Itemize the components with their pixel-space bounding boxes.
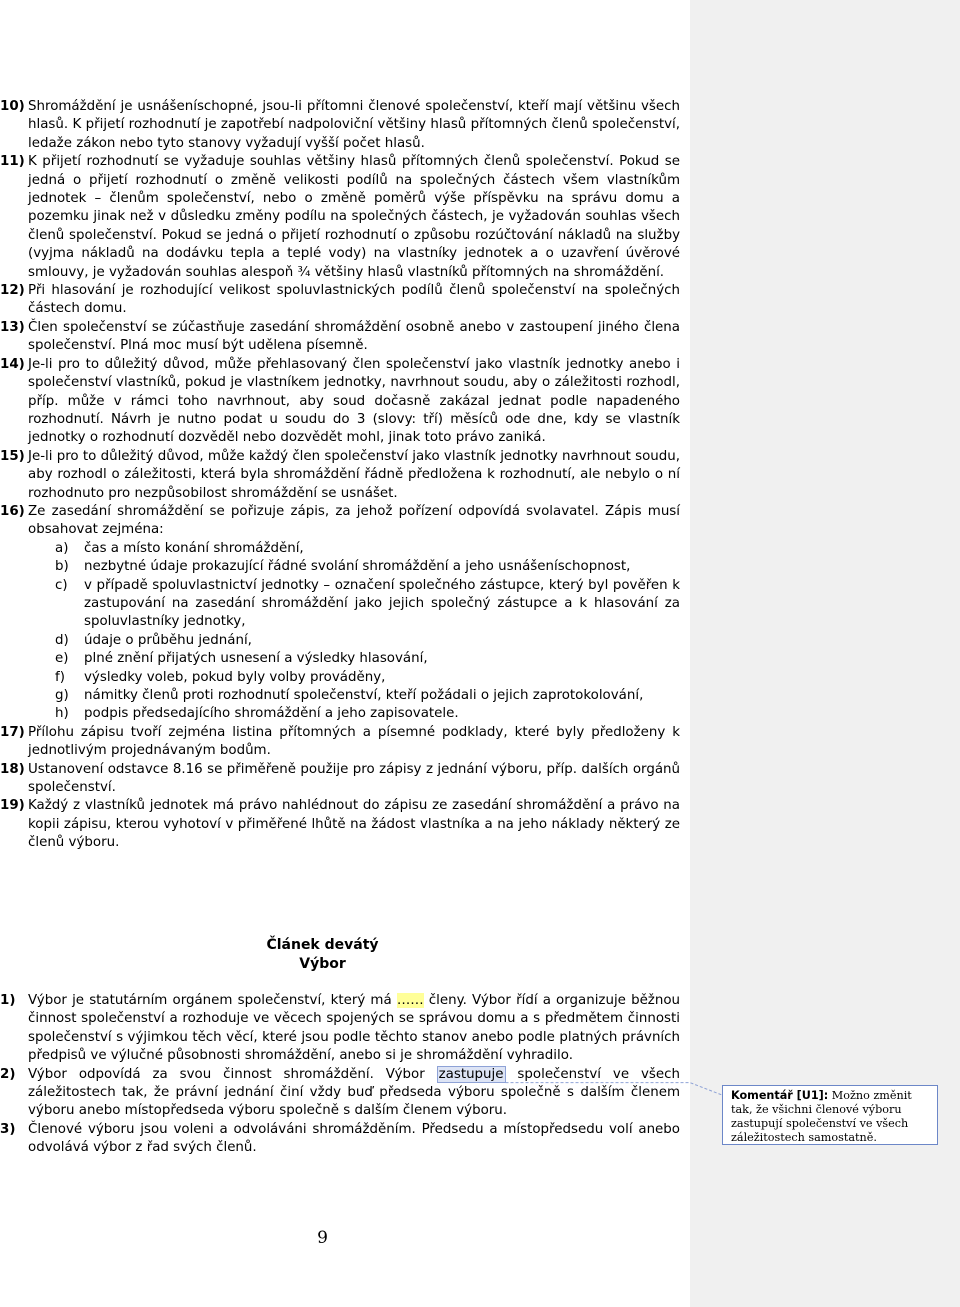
list-text: podpis předsedajícího shromáždění a jeho zapisovatele. xyxy=(84,706,459,722)
list-text: plné znění přijatých usnesení a výsledky hlasování, xyxy=(84,651,428,667)
list-item-f xyxy=(0,669,680,687)
paragraph-number: 16) xyxy=(0,503,25,519)
list-item-h xyxy=(0,705,680,723)
list-item-b xyxy=(0,558,680,576)
paragraph-10 xyxy=(0,98,680,153)
list-letter: f) xyxy=(55,669,65,685)
list-text: nezbytné údaje prokazující řádné svolání shromáždění a jeho usnášeníschopnost, xyxy=(84,559,631,575)
paragraph-number: 11) xyxy=(0,154,25,170)
paragraph-text: Každý z vlastníků jednotek má právo nahlédnout do zápisu ze zasedání shromáždění a právo na kopii zápisu, kterou vyhotoví v přiměřené lhůtě na žádost vlastníka a na jeho náklady některý ze členů výboru. xyxy=(28,798,680,851)
list-text: údaje o průběhu jednání, xyxy=(84,632,252,648)
paragraph-text: Je-li pro to důležitý důvod, může každý člen společenství jako vlastník jednotky navrhnout soudu, aby rozhodl o záležitosti, která byla shromáždění řádně předložena k rozhodnutí, ale nebylo o ní rozhodnuto pro nezpůsobilost shromáždění se usnášet. xyxy=(28,448,680,501)
paragraph-text: Ustanovení odstavce 8.16 se přiměřeně použije pro zápisy z jednání výboru, příp. dalších orgánů společenství. xyxy=(28,761,680,796)
highlighted-placeholder: …… xyxy=(396,993,424,1008)
comment-label: Komentář [U1]: xyxy=(731,1089,829,1102)
list-letter: h) xyxy=(55,706,69,722)
paragraph-text: Je-li pro to důležitý důvod, může přehlasovaný člen společenství jako vlastník jednotky anebo i společenství vlastníků, pokud je vlastníkem jednotky, navrhnout soudu, aby o záležitosti rozhodl, příp. může v rámci toho navrhnout, aby soud dočasně zakázal jednat podle napadeného rozhodnutí. Návrh je nutno podat u soudu do 3 (slovy: tří) měsíců ode dne, kdy se vlastník jednotky o rozhodnutí dozvěděl nebo dozvědět mohl, jinak toto právo zaniká. xyxy=(28,356,680,446)
paragraph-text: členy. Výbor řídí a organizuje běžnou činnost společenství a rozhoduje ve věcech spojených se správou domu a s předmětem činnosti společenství s výjimkou těch věcí, které jsou podle těchto stanov anebo podle platných právních předpisů ve výlučné působnosti shromáždění, anebo si je shromáždění vyhradilo. xyxy=(28,993,681,1064)
paragraph-number: 10) xyxy=(0,99,25,114)
paragraph-number: 2) xyxy=(0,1066,16,1082)
paragraph-text: Při hlasování je rozhodující velikost spoluvlastnických podílů členů společenství na společných částech domu. xyxy=(28,283,680,317)
comment-anchor-text[interactable]: zastupuje xyxy=(438,1066,504,1082)
article-paragraph-2 xyxy=(0,1066,680,1121)
paragraph-number: 15) xyxy=(0,448,25,464)
comment-balloon[interactable] xyxy=(722,1085,938,1145)
paragraph-number: 17) xyxy=(0,724,25,740)
paragraph-text: Členové výboru jsou voleni a odvoláváni shromážděním. Předsedu a místopředsedu volí anebo odvolává výbor z řad svých členů. xyxy=(28,1121,680,1156)
paragraph-number: 3) xyxy=(0,1121,16,1137)
list-item-d xyxy=(0,632,680,650)
paragraph-text: Výbor odpovídá za svou činnost shromáždění. Výbor xyxy=(28,1066,437,1082)
list-letter: e) xyxy=(55,651,69,667)
body-text xyxy=(0,98,680,853)
list-letter: g) xyxy=(55,688,69,703)
paragraph-13 xyxy=(0,319,680,356)
paragraph-number: 18) xyxy=(0,761,25,777)
list-item-a xyxy=(0,540,680,558)
article-paragraph-1 xyxy=(0,992,680,1066)
paragraph-text: Člen společenství se zúčastňuje zasedání shromáždění osobně anebo v zastoupení jiného člena společenství. Plná moc musí být udělena písemně. xyxy=(28,319,680,354)
article-heading xyxy=(0,936,645,974)
paragraph-12 xyxy=(0,282,680,319)
article-title: Článek devátý xyxy=(266,937,379,953)
paragraph-number: 12) xyxy=(0,283,25,299)
article-paragraph-3 xyxy=(0,1121,680,1158)
paragraph-text: společenství ve všech záležitostech tak, že právní jednání činí vždy buď předseda výboru společně s dalším členem výboru anebo místopředseda výboru společně s dalším členem výboru. xyxy=(28,1066,680,1119)
list-text: čas a místo konání shromáždění, xyxy=(84,540,304,556)
paragraph-number: 1) xyxy=(0,993,16,1008)
paragraph-16 xyxy=(0,503,680,540)
article-subtitle: Výbor xyxy=(299,956,346,972)
list-letter: c) xyxy=(55,577,68,593)
list-letter: b) xyxy=(55,559,69,575)
paragraph-number: 14) xyxy=(0,356,25,372)
paragraph-text: Ze zasedání shromáždění se pořizuje zápis, za jehož pořízení odpovídá svolavatel. Zápis musí obsahovat zejména: xyxy=(28,503,680,538)
page-number: 9 xyxy=(317,1228,328,1248)
list-item-c xyxy=(0,577,680,632)
paragraph-17 xyxy=(0,724,680,761)
list-text: námitky členů proti rozhodnutí společenství, kteří požádali o jejich zaprotokolování, xyxy=(84,688,644,703)
paragraph-number: 19) xyxy=(0,798,25,814)
article-body xyxy=(0,992,680,1158)
list-text: výsledky voleb, pokud byly volby prováděny, xyxy=(84,669,386,685)
paragraph-text: Shromáždění je usnášeníschopné, jsou-li přítomni členové společenství, kteří mají většinu všech hlasů. K přijetí rozhodnutí je zapotřebí nadpoloviční většiny hlasů přítomných členů společenství, ledaže zákon nebo tyto stanovy vyžadují vyšší počet hlasů. xyxy=(28,99,680,151)
list-letter: d) xyxy=(55,632,69,648)
paragraph-14 xyxy=(0,356,680,448)
list-item-g xyxy=(0,687,680,705)
paragraph-18 xyxy=(0,761,680,798)
list-text: v případě spoluvlastnictví jednotky – označení společného zástupce, který byl pověřen k zastupování na zasedání shromáždění jako jejich společný zástupce a k hlasování za spoluvlastníky jednotky, xyxy=(84,577,680,630)
list-letter: a) xyxy=(55,540,69,556)
paragraph-number: 13) xyxy=(0,319,25,335)
paragraph-11 xyxy=(0,153,680,282)
comment-text: Možno změnit tak, že všichni členové výboru zastupují společenství ve všech záležitostech samostatně. xyxy=(731,1089,912,1144)
paragraph-text: K přijetí rozhodnutí se vyžaduje souhlas většiny hlasů přítomných členů společenství. Pokud se jedná o přijetí rozhodnutí o změně velikosti podílů na společných částech všem vlastníkům jednotek – členům společenství, nebo o změně poměrů výše příspěvku na správu domu a pozemku jinak než v důsledku změny podílu na společných částech, je vyžadován souhlas všech členů společenství. Pokud se jedná o přijetí rozhodnutí o způsobu rozúčtování nákladů na služby (vyjma nákladů na dodávku tepla a teplé vody) na vlastníky jednotek a o uzavření úvěrové smlouvy, je vyžadován souhlas alespoň ¾ většiny hlasů vlastníků přítomných na shromáždění. xyxy=(28,154,680,280)
list-item-e xyxy=(0,650,680,668)
paragraph-19 xyxy=(0,797,680,852)
paragraph-15 xyxy=(0,448,680,503)
paragraph-text: Přílohu zápisu tvoří zejména listina přítomných a písemné podklady, které byly předloženy k jednotlivým projednávaným bodům. xyxy=(28,724,680,759)
paragraph-text: Výbor je statutárním orgánem společenství, který má xyxy=(28,993,397,1008)
